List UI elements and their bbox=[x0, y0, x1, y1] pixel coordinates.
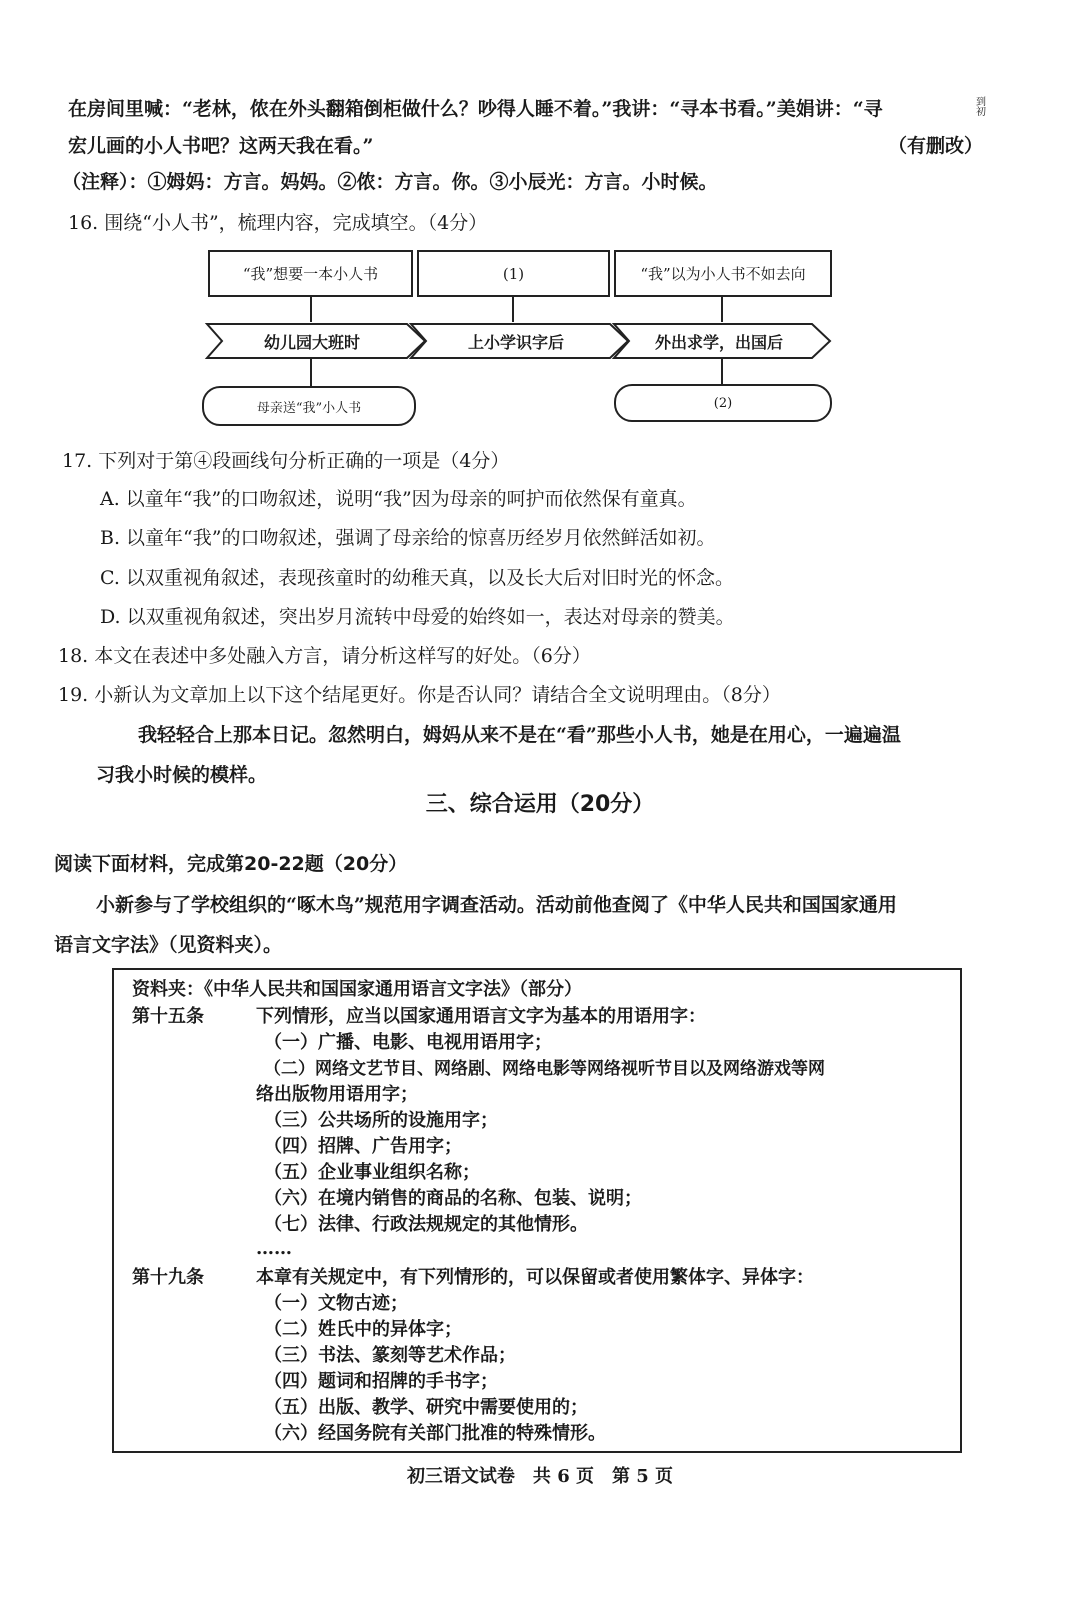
story-line-1: 在房间里喊：“老林，侬在外头翻箱倒柜做什么？吵得人睡不着。”我讲：“寻本书看。”美娟讲：“寻 bbox=[68, 98, 883, 120]
edge-mark: 到 初 bbox=[976, 97, 986, 118]
materials-ellipsis: …… bbox=[256, 1238, 292, 1259]
article-15-label: 第十五条 bbox=[132, 1006, 204, 1027]
article-19-label: 第十九条 bbox=[132, 1267, 204, 1288]
section-3-intro-2: 语言文字法》（见资料夹）。 bbox=[54, 934, 283, 956]
stage-abroad: 外出求学，出国后 bbox=[654, 332, 783, 352]
article-15-item-1: （一）广播、电影、电视用语用字； bbox=[264, 1032, 552, 1053]
article-19-item-4: （四）题词和招牌的手书字； bbox=[264, 1371, 498, 1392]
article-19-item-3: （三）书法、篆刻等艺术作品； bbox=[264, 1345, 516, 1366]
question-17: 17. 下列对于第④段画线句分析正确的一项是（4分） bbox=[62, 450, 510, 472]
option-a: A. 以童年“我”的口吻叙述，说明“我”因为母亲的呵护而依然保有童真。 bbox=[100, 488, 697, 510]
article-19-item-5: （五）出版、教学、研究中需要使用的； bbox=[264, 1397, 588, 1418]
suggested-ending-1: 我轻轻合上那本日记。忽然明白，姆妈从来不是在“看”那些小人书，她是在用心，一遍遍温 bbox=[138, 724, 901, 746]
section-3-instruction: 阅读下面材料，完成第20-22题（20分） bbox=[54, 853, 408, 875]
article-19-item-2: （二）姓氏中的异体字； bbox=[264, 1319, 462, 1340]
annotation: （注释）：①姆妈：方言。妈妈。②侬：方言。你。③小辰光：方言。小时候。 bbox=[62, 171, 718, 193]
oval-blank-2: (2) bbox=[614, 384, 832, 422]
stage-primary-school: 上小学识字后 bbox=[467, 332, 564, 352]
box-blank-1: (1) bbox=[417, 250, 610, 297]
article-19-item-1: （一）文物古迹； bbox=[264, 1293, 408, 1314]
article-19-intro: 本章有关规定中，有下列情形的，可以保留或者使用繁体字、异体字： bbox=[256, 1267, 814, 1288]
article-15-item-6: （六）在境内销售的商品的名称、包装、说明； bbox=[264, 1188, 642, 1209]
page-footer: 初三语文试卷 共 6 页 第 5 页 bbox=[406, 1466, 674, 1487]
article-15-item-7: （七）法律、行政法规规定的其他情形。 bbox=[264, 1214, 588, 1235]
suggested-ending-2: 习我小时候的模样。 bbox=[96, 764, 268, 786]
section-3-title: 三、综合运用（20分） bbox=[425, 792, 655, 817]
section-3-intro-1: 小新参与了学校组织的“啄木鸟”规范用字调查活动。活动前他查阅了《中华人民共和国国家通用 bbox=[96, 894, 897, 916]
question-19: 19. 小新认为文章加上以下这个结尾更好。你是否认同？请结合全文说明理由。（8分） bbox=[58, 684, 781, 706]
materials-header: 资料夹：《中华人民共和国国家通用语言文字法》（部分） bbox=[132, 979, 582, 1000]
option-b: B. 以童年“我”的口吻叙述，强调了母亲给的惊喜历经岁月依然鲜活如初。 bbox=[100, 527, 716, 549]
article-15-item-2-cont: 络出版物用语用字； bbox=[256, 1084, 418, 1105]
option-c: C. 以双重视角叙述，表现孩童时的幼稚天真，以及长大后对旧时光的怀念。 bbox=[100, 567, 734, 589]
option-d: D. 以双重视角叙述，突出岁月流转中母爱的始终如一，表达对母亲的赞美。 bbox=[100, 606, 735, 628]
article-19-item-6: （六）经国务院有关部门批准的特殊情形。 bbox=[264, 1423, 606, 1444]
materials-box bbox=[112, 968, 962, 1453]
oval-mother-gift: 母亲送“我”小人书 bbox=[202, 386, 416, 426]
article-15-item-3: （三）公共场所的设施用字； bbox=[264, 1110, 498, 1131]
source-note: （有删改） bbox=[888, 135, 984, 157]
article-15-item-5: （五）企业事业组织名称； bbox=[264, 1162, 480, 1183]
flow-connectors bbox=[0, 0, 1080, 440]
article-15-item-4: （四）招牌、广告用字； bbox=[264, 1136, 462, 1157]
question-16: 16. 围绕“小人书”，梳理内容，完成填空。（4分） bbox=[68, 212, 488, 234]
stage-kindergarten: 幼儿园大班时 bbox=[263, 332, 360, 352]
box-want-book: “我”想要一本小人书 bbox=[208, 250, 413, 297]
question-18: 18. 本文在表述中多处融入方言，请分析这样写的好处。（6分） bbox=[58, 645, 591, 667]
article-15-intro: 下列情形，应当以国家通用语言文字为基本的用语用字： bbox=[256, 1006, 706, 1027]
story-line-2: 宏儿画的小人书吧？这两天我在看。” bbox=[68, 135, 374, 157]
box-book-inferior: “我”以为小人书不如去向 bbox=[614, 250, 832, 297]
article-15-item-2: （二）网络文艺节目、网络剧、网络电影等网络视听节目以及网络游戏等网 bbox=[264, 1059, 825, 1079]
